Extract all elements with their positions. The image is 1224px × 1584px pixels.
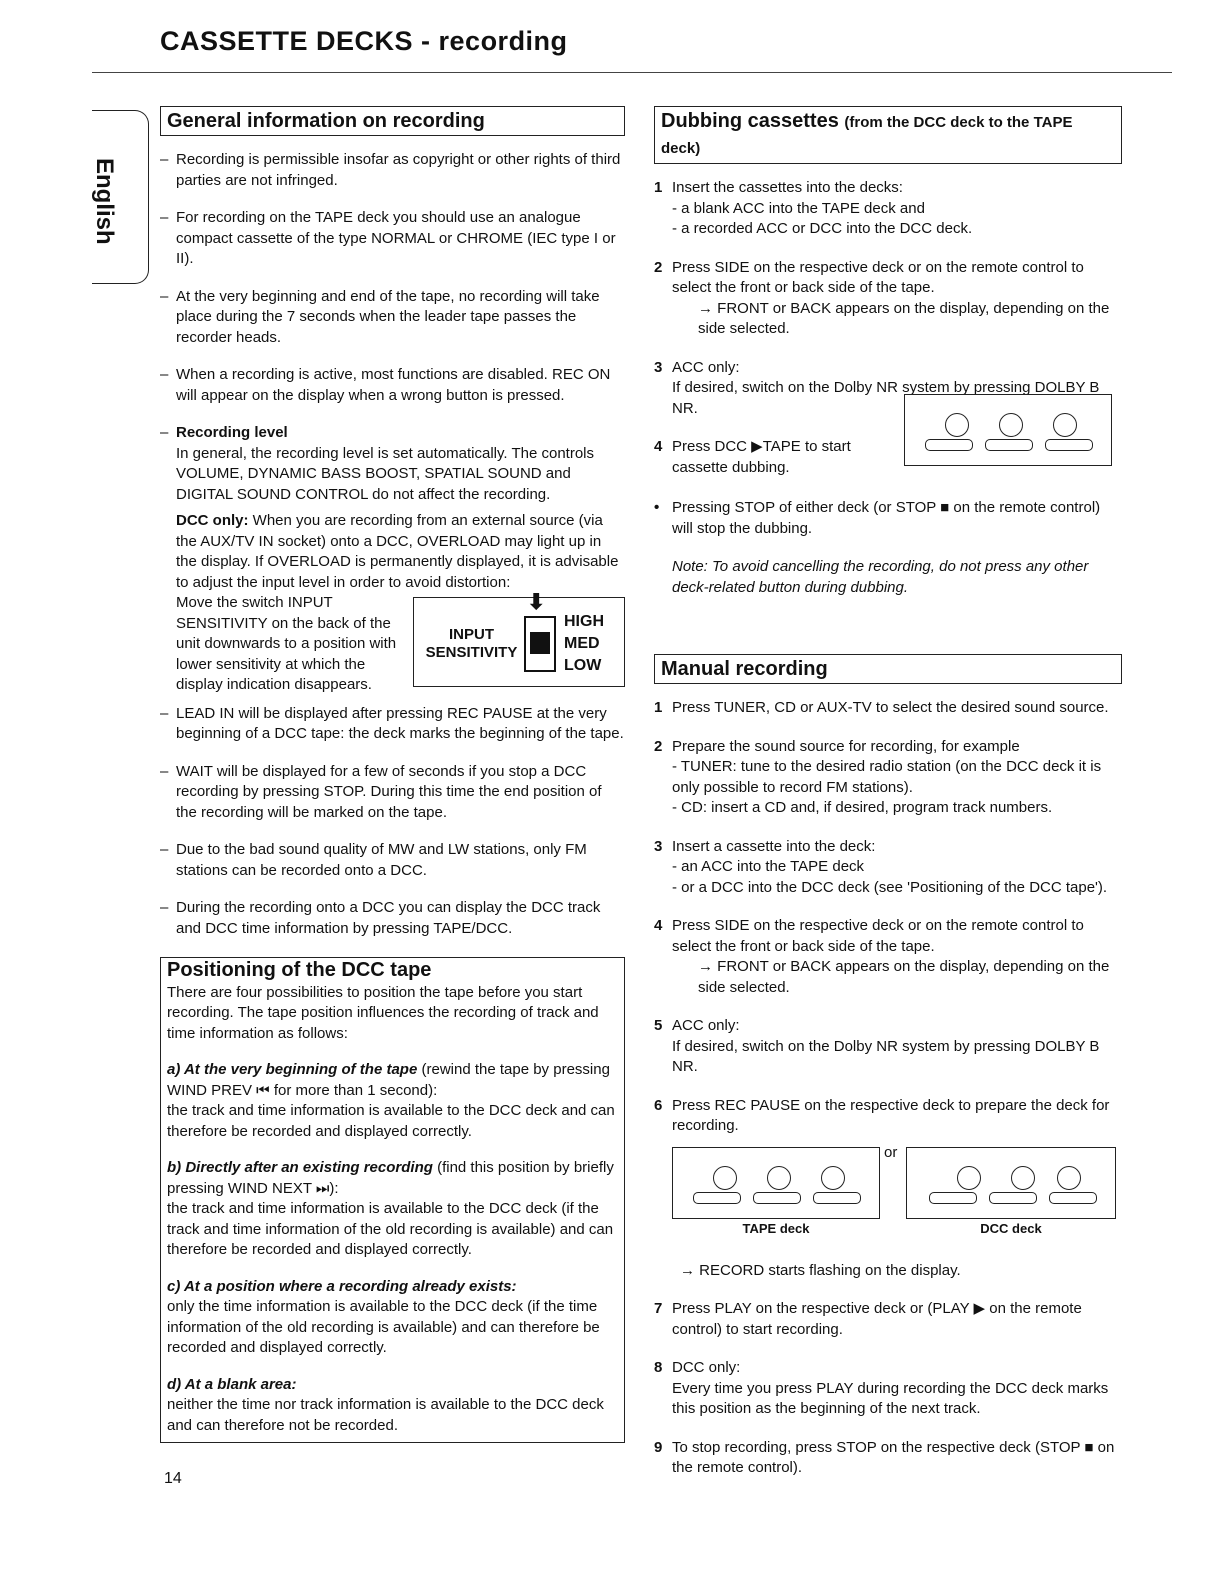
record-note: → RECORD starts flashing on the display. <box>680 1261 961 1279</box>
general-item: – Recording is permissible insofar as copyright or other rights of third parties are not infringed. <box>160 150 625 191</box>
dubbing-heading-text: Dubbing cassettes <box>661 110 839 132</box>
option-b-text: the track and time information is available to the DCC deck (if the track and time information of the old recording is available) and can therefore be recorded and displayed correctly. <box>167 1200 614 1258</box>
dcc-deck-icon <box>906 1147 1116 1219</box>
switch-icon <box>524 616 556 672</box>
option-d-text: neither the time nor track information is available to the DCC deck and can therefore not be recorded. <box>167 1396 604 1434</box>
step-number: 1 <box>654 699 663 716</box>
level-high: HIGH <box>564 613 604 630</box>
input-sensitivity-label: INPUT SENSITIVITY <box>425 626 518 661</box>
step-number: 5 <box>654 1017 663 1034</box>
step-text: Press TUNER, CD or AUX-TV to select the desired sound source. <box>672 699 1109 716</box>
step <box>654 1358 1122 1420</box>
dubbing-heading-sub: (from the DCC deck to the TAPE deck) <box>661 114 1073 157</box>
step-text: Prepare the sound source for recording, for example <box>672 737 1020 755</box>
dcc-deck-display <box>906 1147 1116 1240</box>
right-column <box>654 106 1122 1497</box>
step-number: 8 <box>654 1359 663 1376</box>
step-number: 3 <box>654 837 663 855</box>
tape-deck-label: TAPE deck <box>742 1220 810 1236</box>
recording-level-heading: – Recording level <box>176 424 288 441</box>
step <box>654 1016 1122 1078</box>
step <box>654 837 1122 899</box>
step <box>654 1438 1122 1479</box>
option-c-text: only the time information is available to the DCC deck (if the time information of the old recording is available) and can therefore be recorded and displayed correctly. <box>167 1298 600 1356</box>
dcc-only-text: When you are recording from an external source (via the AUX/TV IN socket) onto a DCC, OVERLOAD may light up in the display. If OVERLOAD is permanently displayed, it is advisable to adjust the input level in order to avoid distortion: <box>176 512 619 591</box>
step-number: 3 <box>654 358 663 376</box>
language-label: English <box>91 158 118 245</box>
step-number: 4 <box>654 438 663 455</box>
level-low: LOW <box>564 657 602 674</box>
step-text: To stop recording, press STOP on the respective deck (STOP ■ on the remote control). <box>672 1438 1115 1476</box>
option-c-title: c) At a position where a recording already exists: <box>167 1277 517 1295</box>
step-subtext: Every time you press PLAY during recording the DCC deck marks this position as the beginning of the next track. <box>672 1379 1109 1417</box>
down-arrow-icon: ⬇ <box>527 593 546 614</box>
option-b-title: b) Directly after an existing recording <box>167 1159 433 1176</box>
step-text: Press DCC ▶TAPE to start cassette dubbing. <box>672 438 851 476</box>
dcc-tape-display <box>904 394 1112 466</box>
step-text: DCC only: <box>672 1359 741 1376</box>
step-text: Insert a cassette into the deck: <box>672 837 876 855</box>
general-item: – When a recording is active, most functions are disabled. REC ON will appear on the display when a wrong button is pressed. <box>160 365 625 406</box>
option-c <box>167 1277 618 1359</box>
positioning-box <box>160 957 625 1443</box>
step-number: 1 <box>654 179 663 196</box>
manual-steps <box>654 698 1122 1137</box>
manual-steps-2 <box>654 1299 1122 1479</box>
option-a <box>167 1060 618 1142</box>
option-a-title: a) At the very beginning of the tape <box>167 1061 418 1078</box>
step-number: 2 <box>654 737 663 755</box>
step-subtext: → FRONT or BACK appears on the display, depending on the side selected. <box>698 958 1110 996</box>
dubbing-bullet: • Pressing STOP of either deck (or STOP ■ on the remote control) will stop the dubbing. <box>654 499 1101 537</box>
step <box>654 1299 1122 1340</box>
step-number: 9 <box>654 1438 663 1456</box>
dcc-only-para <box>176 511 625 593</box>
page-number: 14 <box>164 1470 182 1487</box>
dubbing-note: Note: To avoid cancelling the recording, do not press any other deck-related button during dubbing. <box>672 558 1089 596</box>
recording-level <box>160 423 625 696</box>
step-number: 2 <box>654 258 663 276</box>
deck-display-icon <box>904 394 1112 466</box>
step-text: Press PLAY on the respective deck or (PLAY ▶ on the remote control) to start recording. <box>672 1300 1082 1338</box>
general-item: – At the very beginning and end of the tape, no recording will take place during the 7 seconds when the leader tape passes the recorder heads. <box>160 287 625 349</box>
general-item: – For recording on the TAPE deck you should use an analogue compact cassette of the type NORMAL or CHROME (IEC type I or II). <box>160 208 625 270</box>
dcc-only-label: DCC only: <box>176 512 249 529</box>
step-subtext: - a blank ACC into the TAPE deck and <box>672 199 925 217</box>
or-label: or <box>884 1143 898 1161</box>
step-subtext: - an ACC into the TAPE deck <box>672 858 865 875</box>
step <box>654 178 1122 240</box>
general-item: – During the recording onto a DCC you can display the DCC track and DCC time information by pressing TAPE/DCC. <box>160 898 625 939</box>
step-subtext: If desired, switch on the Dolby NR system by pressing DOLBY B NR. <box>672 1037 1100 1075</box>
deck-displays <box>672 1143 1122 1255</box>
input-sensitivity-block <box>176 593 625 696</box>
step-text: ACC only: <box>672 1017 740 1034</box>
step-subtext: If desired, switch on the Dolby NR system by pressing DOLBY B NR. <box>672 379 1100 417</box>
recording-level-text: In general, the recording level is set automatically. The controls VOLUME, DYNAMIC BASS BOOST, SPATIAL SOUND and DIGITAL SOUND CONTROL do not affect the recording. <box>176 444 594 503</box>
step-subtext: → FRONT or BACK appears on the display, depending on the side selected. <box>698 299 1110 337</box>
general-item: – LEAD IN will be displayed after pressing REC PAUSE at the very beginning of a DCC tape: the deck marks the beginning of the tape. <box>160 704 625 745</box>
left-column <box>160 106 625 1443</box>
step-subtext: - CD: insert a CD and, if desired, program track numbers. <box>672 799 1053 816</box>
general-item: – Due to the bad sound quality of MW and LW stations, only FM stations can be recorded onto a DCC. <box>160 840 625 881</box>
positioning-intro: There are four possibilities to position the tape before you start recording. The tape position influences the recording of track and time information as follows: <box>167 983 599 1042</box>
step-subtext: - or a DCC into the DCC deck (see 'Positioning of the DCC tape'). <box>672 878 1108 896</box>
step <box>654 1096 1122 1137</box>
option-a-hint: (rewind the tape by pressing WIND PREV ⏮ for more than 1 second): <box>167 1061 610 1099</box>
level-med: MED <box>564 635 600 652</box>
manual-heading: Manual recording <box>654 654 1122 684</box>
step-text: Press REC PAUSE on the respective deck to prepare the deck for recording. <box>672 1096 1110 1134</box>
general-heading: General information on recording <box>160 106 625 136</box>
step-number: 7 <box>654 1300 663 1317</box>
option-b <box>167 1158 618 1261</box>
step <box>654 737 1122 819</box>
step-subtext: - a recorded ACC or DCC into the DCC deck. <box>672 220 973 237</box>
step <box>654 258 1122 340</box>
option-b-hint: (find this position by briefly pressing WIND NEXT ⏭): <box>167 1159 614 1197</box>
page-title: CASSETTE DECKS - recording <box>160 26 568 56</box>
input-sensitivity-diagram <box>413 593 625 687</box>
step-number: 4 <box>654 917 663 934</box>
tape-deck-display <box>672 1147 880 1240</box>
positioning-heading: Positioning of the DCC tape <box>167 959 432 981</box>
dubbing-bullet-text: Pressing STOP of either deck (or STOP ■ on the remote control) will stop the dubbing. <box>672 499 1101 537</box>
tape-deck-icon <box>672 1147 880 1219</box>
title-divider <box>92 72 1172 73</box>
general-item: – WAIT will be displayed for a few of seconds if you stop a DCC recording by pressing STOP. During this time the end position of the recording will be marked on the tape. <box>160 762 625 824</box>
step-text: Press SIDE on the respective deck or on the remote control to select the front or back side of the tape. <box>672 917 1084 955</box>
option-a-text: the track and time information is available to the DCC deck and can therefore be recorded and displayed correctly. <box>167 1102 615 1140</box>
step-text: Insert the cassettes into the decks: <box>672 179 903 196</box>
switch-text: Move the switch INPUT SENSITIVITY on the back of the unit downwards to a position with lower sensitivity at which the display indication disappears. <box>176 594 397 693</box>
step-number: 6 <box>654 1096 663 1114</box>
option-d-title: d) At a blank area: <box>167 1375 297 1393</box>
step <box>654 698 1122 719</box>
step-text: Press SIDE on the respective deck or on the remote control to select the front or back side of the tape. <box>672 258 1084 296</box>
step-text: ACC only: <box>672 358 740 376</box>
step-subtext: - TUNER: tune to the desired radio station (on the DCC deck it is only possible to record FM stations). <box>672 758 1102 796</box>
step <box>654 916 1122 998</box>
option-d <box>167 1375 618 1437</box>
dubbing-heading <box>654 106 1122 164</box>
dcc-deck-label: DCC deck <box>980 1220 1042 1236</box>
